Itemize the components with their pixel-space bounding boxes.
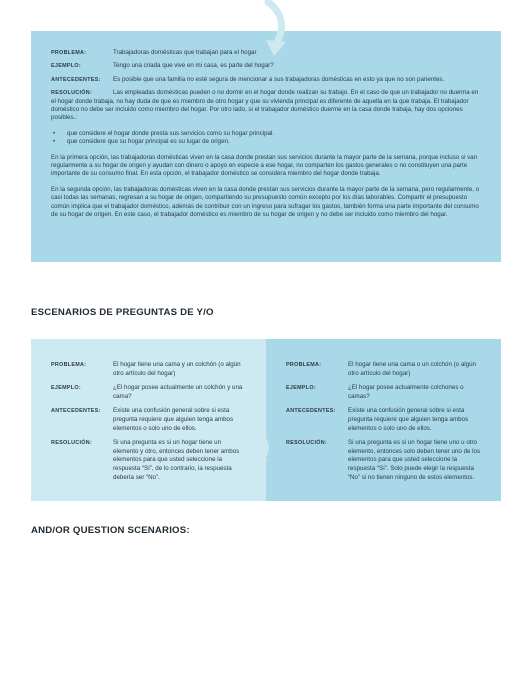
problem-label: PROBLEMA:: [51, 362, 87, 368]
option-item: • que considere que su hogar principal es su lugar de origen.: [67, 138, 481, 146]
problem-text: El hogar tiene una cama y un colchón (o algún otro artículo del hogar): [113, 361, 241, 377]
resolution-row: [51, 439, 248, 482]
scenario-cards: [31, 339, 501, 501]
resolution-label: RESOLUCIÓN:: [286, 440, 328, 447]
problem-row: [51, 361, 248, 378]
first-option-paragraph: En la primera opción, las trabajadoras domésticas viven en la casa donde prestan sus servicios durante la mayor parte de la semana, porque incluso si van regularmente a su hogar de origen y ayudan con dinero o apoyo en especie a ese hogar, no comparten los gastos generales o no constituyen una parte importante de su consumo final. En esta opción, el trabajador doméstico se considera miembro del hogar donde trabaja.: [51, 153, 478, 178]
example-row: [51, 384, 248, 401]
background-row: [286, 407, 483, 433]
resolution-block: [51, 89, 481, 219]
and-or-scenarios-heading: AND/OR QUESTION SCENARIOS:: [31, 525, 190, 536]
resolution-text: Si una pregunta es si un hogar tiene un elemento y otro, entonces deben tener ambos elementos para que usted seleccione la respuesta “Sí”, de lo contrario, la respuesta debería ser “No”.: [113, 439, 240, 481]
example-row: [51, 62, 481, 70]
resolution-row: [286, 439, 483, 482]
problem-text: El hogar tiene una cama o un colchón (o algún otro artículo del hogar): [348, 361, 476, 377]
resolution-label: RESOLUCIÓN:: [51, 440, 93, 447]
curved-arrow-icon: [254, 429, 278, 469]
and-scenario-card: [31, 339, 266, 501]
domestic-workers-panel: [31, 31, 501, 262]
example-text: Tengo una criada que vive en mi casa, es parte del hogar?: [113, 62, 274, 70]
background-label: ANTECEDENTES:: [286, 408, 336, 415]
background-label: ANTECEDENTES:: [51, 76, 101, 83]
background-text: Es posible que una familia no esté segura de mencionar a sus trabajadoras domésticas en esto ya que no son parientes.: [113, 75, 445, 83]
resolution-label: RESOLUCIÓN:: [51, 90, 93, 97]
second-option-paragraph: En la segunda opción, las trabajadoras domésticas viven en la casa donde prestan sus servicios durante la mayor parte de la semana, pero regularmente, o casi todas las semanas, regresan a su hogar de origen, compartiendo su presupuesto común excepto por los días laborables. Compartir el presupuesto común implica que el trabajador doméstico, además de contribuir con un ingreso para sufragar los gastos, también forma una parte importante del consumo de su hogar de origen. En este caso, el trabajador doméstico es miembro de su hogar de origen y no debe ser incluido como miembro del hogar.: [51, 185, 480, 219]
background-row: [51, 76, 481, 84]
resolution-options: [51, 130, 481, 147]
example-text: ¿El hogar posee actualmente colchones o camas?: [348, 384, 464, 400]
or-scenario-card: [266, 339, 501, 501]
problem-row: [286, 361, 483, 378]
problem-text: Trabajadoras domésticas que trabajan para el hogar: [113, 49, 257, 56]
background-text: Existe una confusión general sobre si esta pregunta requiere que alguien tenga ambos elementos o solo uno de ellos.: [348, 407, 469, 432]
background-row: [51, 407, 248, 433]
example-row: [286, 384, 483, 401]
resolution-intro: Las empleadas domésticas pueden o no dormir en el hogar donde realizan su trabajo. En el caso de que un trabajador no duerma en el hogar donde trabaja, no hay duda de que es miembro de otro hogar y que su vivienda principal es diferente de aquella en la que trabaja. El trabajador doméstico no debe ser incluido como miembro del hogar. Por otro lado, si el trabajador doméstico duerme en la casa donde trabaja, hay dos opciones posibles.:: [51, 89, 479, 122]
example-label: EJEMPLO:: [51, 63, 81, 70]
resolution-text: Si una pregunta es si un hogar tiene uno u otro elemento, entonces solo deben tener uno de los elementos para que usted seleccione la respuesta “Sí”. Solo puede elegir la respuesta “No” si no tienen ninguno de estos elementos.: [348, 439, 481, 481]
background-text: Existe una confusión general sobre si esta pregunta requiere que alguien tenga ambos elementos o solo uno de ellos.: [113, 407, 234, 432]
problem-label: PROBLEMA:: [51, 50, 87, 56]
resolution-intro-paragraph: [51, 89, 481, 123]
background-label: ANTECEDENTES:: [51, 408, 101, 415]
option-item: • que considere el hogar donde presta sus servicios como su hogar principal.: [67, 130, 481, 138]
yes-no-scenarios-heading: ESCENARIOS DE PREGUNTAS DE Y/O: [31, 307, 214, 318]
curved-arrow-icon: [258, 0, 298, 58]
example-label: EJEMPLO:: [286, 385, 316, 392]
example-label: EJEMPLO:: [51, 385, 81, 392]
example-text: ¿El hogar posee actualmente un colchón y una cama?: [113, 384, 243, 400]
problem-label: PROBLEMA:: [286, 362, 322, 368]
